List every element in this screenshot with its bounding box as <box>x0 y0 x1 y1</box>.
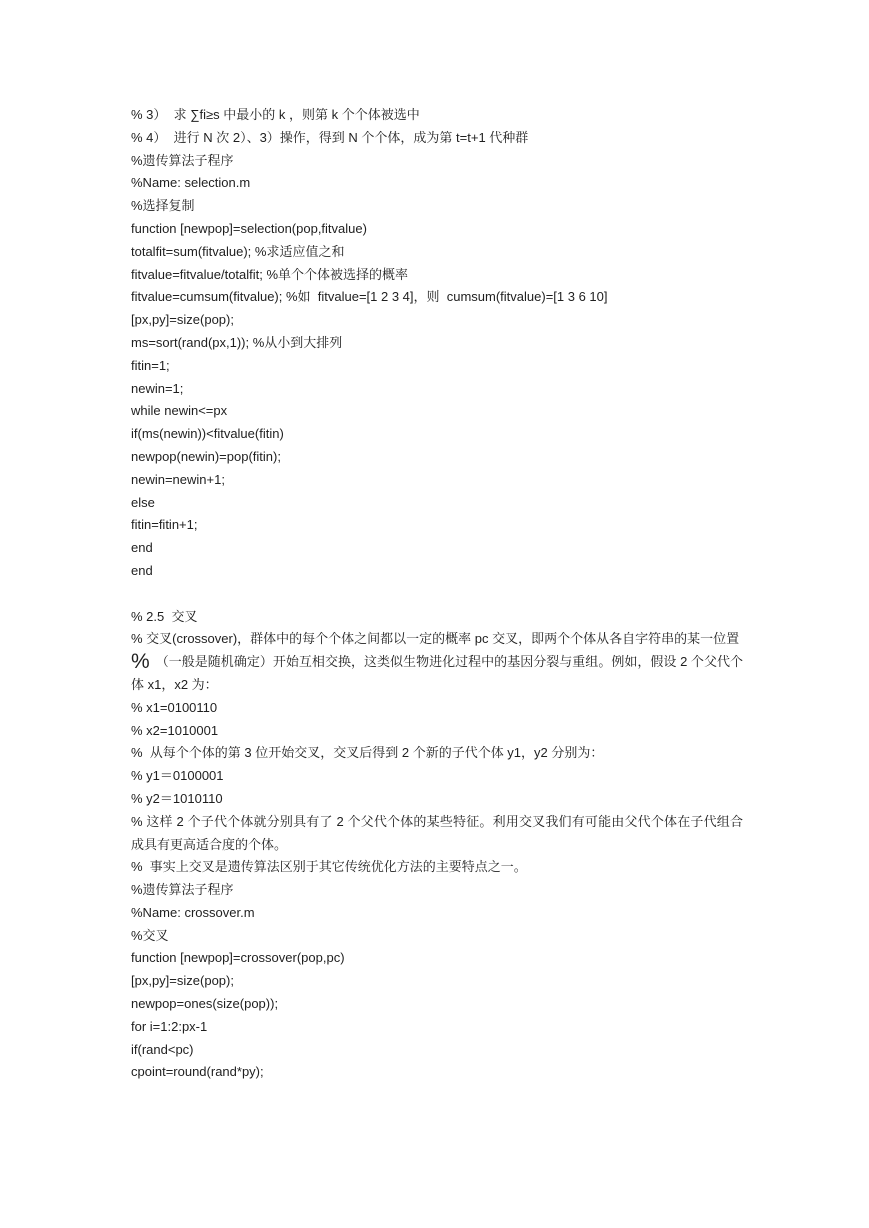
code-line: while newin<=px <box>131 403 228 419</box>
code-line: function [newpop]=crossover(pop,pc) <box>131 950 345 966</box>
code-line: end <box>131 562 153 578</box>
text-line: % 4） 进行 N 次 2）、3）操作，得到 N 个个体，成为第 t=t+1 代种群 <box>131 129 529 145</box>
text-line: %选择复制 <box>131 198 195 214</box>
text-line: % y1＝0100001 <box>131 768 224 784</box>
code-line: fitin=fitin+1; <box>131 517 198 533</box>
code-line: [px,py]=size(pop); <box>131 973 234 989</box>
code-line: fitvalue=cumsum(fitvalue); %如 fitvalue=[1 2 3 4]，则 cumsum(fitvalue)=[1 3 6 10] <box>131 289 608 305</box>
large-percent-symbol: % <box>131 650 150 674</box>
blank-line <box>131 583 743 606</box>
code-line: fitvalue=fitvalue/totalfit; %单个个体被选择的概率 <box>131 266 409 282</box>
code-line: if(rand<pc) <box>131 1041 194 1057</box>
paragraph <box>131 651 743 697</box>
code-line: cpoint=round(rand*py); <box>131 1064 264 1080</box>
document-body <box>131 104 743 1084</box>
code-line: newin=newin+1; <box>131 471 225 487</box>
code-line: end <box>131 540 153 556</box>
text-line: %Name: selection.m <box>131 175 251 191</box>
code-line: else <box>131 494 155 510</box>
text-line: % y2＝1010110 <box>131 790 223 806</box>
text-line: %交叉 <box>131 927 169 943</box>
text-line: % x1=0100110 <box>131 699 218 715</box>
code-line: fitin=1; <box>131 357 170 373</box>
text-line: %遗传算法子程序 <box>131 882 234 898</box>
text-line: %Name: crossover.m <box>131 904 255 920</box>
text-line: % 事实上交叉是遗传算法区别于其它传统优化方法的主要特点之一。 <box>131 859 527 875</box>
code-line: for i=1:2:px-1 <box>131 1018 208 1034</box>
section-heading: % 2.5 交叉 <box>131 608 198 624</box>
code-line: totalfit=sum(fitvalue); %求适应值之和 <box>131 243 345 259</box>
text-line: % 从每个个体的第 3 位开始交叉，交叉后得到 2 个新的子代个体 y1，y2 分别为： <box>131 745 604 761</box>
paragraph-text: （一般是随机确定）开始互相交换，这类似生物进化过程中的基因分裂与重组。例如，假设 2 个父代个体 x1，x2 为： <box>131 654 743 692</box>
code-line: newpop=ones(size(pop)); <box>131 996 279 1012</box>
code-line: newin=1; <box>131 380 184 396</box>
text-line: % 3） 求 ∑fi≥s 中最小的 k ，则第 k 个个体被选中 <box>131 107 420 122</box>
paragraph: % 这样 2 个子代个体就分别具有了 2 个父代个体的某些特征。利用交叉我们有可能由父代个体在子代组合成具有更高适合度的个体。 <box>131 813 743 852</box>
code-line: newpop(newin)=pop(fitin); <box>131 448 281 464</box>
text-line: %遗传算法子程序 <box>131 152 234 168</box>
text-line: % x2=1010001 <box>131 722 219 738</box>
code-line: [px,py]=size(pop); <box>131 312 234 328</box>
code-line: function [newpop]=selection(pop,fitvalue) <box>131 220 367 236</box>
paragraph: % 交叉(crossover)，群体中的每个个体之间都以一定的概率 pc 交叉，即两个个体从各自字符串的某一位置 <box>131 631 740 647</box>
code-line: ms=sort(rand(px,1)); %从小到大排列 <box>131 334 343 350</box>
code-line: if(ms(newin))<fitvalue(fitin) <box>131 426 284 442</box>
